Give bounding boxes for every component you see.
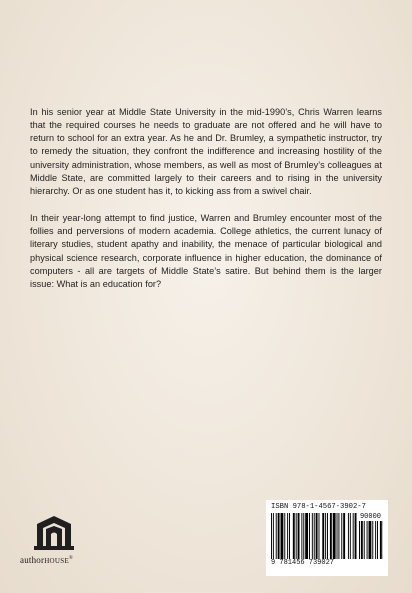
barcode-addon-bar — [377, 521, 378, 559]
isbn-barcode-panel — [266, 500, 388, 576]
barcode-addon-digits: 90000 — [359, 513, 381, 521]
barcode-addon-bar — [380, 521, 382, 559]
barcode-bar — [289, 513, 290, 559]
barcode-bar — [287, 513, 288, 559]
barcode-bar — [271, 513, 272, 559]
publisher-block — [20, 514, 92, 572]
barcode-bar — [281, 513, 284, 559]
barcode-bar — [309, 513, 310, 559]
book-blurb — [30, 106, 382, 291]
barcode-bar — [322, 513, 324, 559]
barcode-bar — [319, 513, 320, 559]
barcode-ean-digits: 9 781456 739027 — [271, 559, 335, 567]
barcode-bar — [305, 513, 308, 559]
barcode-bar — [312, 513, 313, 559]
barcode-bar — [298, 513, 300, 559]
blurb-paragraph-2: In their year-long attempt to find justice, Warren and Brumley encounter most of the follies and perversions of modern academia. College athletics, the current lunacy of literary studies, student apathy and inability, the menace of particular biological and physical science research, corporate influence in higher education, the dominance of computers - all are targets of Middle State’s satire. But behind them is the larger issue: What is an education for? — [30, 213, 382, 289]
barcode-bar — [350, 513, 351, 559]
barcode-bar — [296, 513, 297, 559]
barcode-bar — [341, 513, 342, 559]
barcode-bar — [303, 513, 304, 559]
barcode-bar — [330, 513, 332, 559]
barcode-bar — [316, 513, 318, 559]
barcode-bar — [278, 513, 280, 559]
barcode-addon-bar — [369, 521, 372, 559]
barcode-addon-bar — [372, 521, 373, 559]
barcode-bar — [293, 513, 295, 559]
barcode-addon-bar — [367, 521, 368, 559]
publisher-name-suffix: HOUSE — [44, 557, 70, 565]
barcode-bar — [327, 513, 328, 559]
barcode-bar — [355, 513, 357, 559]
barcode-bar — [273, 513, 274, 559]
barcode-bar — [333, 513, 336, 559]
barcode-addon-bar — [361, 521, 363, 559]
barcode-bar — [353, 513, 354, 559]
barcode-addon-bar — [359, 521, 360, 559]
isbn-label: ISBN 978-1-4567-3902-7 — [271, 503, 366, 511]
barcode-bar — [343, 513, 345, 559]
barcode-bar — [337, 513, 338, 559]
barcode-bar — [348, 513, 349, 559]
barcode-bar — [301, 513, 302, 559]
barcode-addon-bar — [364, 521, 365, 559]
publisher-name-main: author — [20, 555, 45, 565]
blurb-paragraph-1: In his senior year at Middle State University in the mid-1990’s, Chris Warren learns that the required courses he needs to graduate are not offered and he will have to return to school for an extra year. As he and Dr. Brumley, a sympathetic instructor, try to remedy the situation, they confront the indifference and increasing hostility of the university administration, whose members, as well as most of Brumley’s colleagues at Middle State, are committed largely to their careers and to rising in the university hierarchy. Or as one student has it, to kicking ass from a swivel chair. — [30, 107, 382, 196]
barcode-bar — [338, 513, 339, 559]
trademark-symbol: ® — [69, 556, 74, 561]
publisher-name — [20, 555, 92, 567]
barcode-bar — [325, 513, 326, 559]
barcode-bar — [314, 513, 315, 559]
barcode-addon-bar — [375, 521, 376, 559]
barcode-bar — [284, 513, 285, 559]
authorhouse-book-arch-logo-icon — [34, 514, 74, 552]
barcode-bar — [276, 513, 277, 559]
